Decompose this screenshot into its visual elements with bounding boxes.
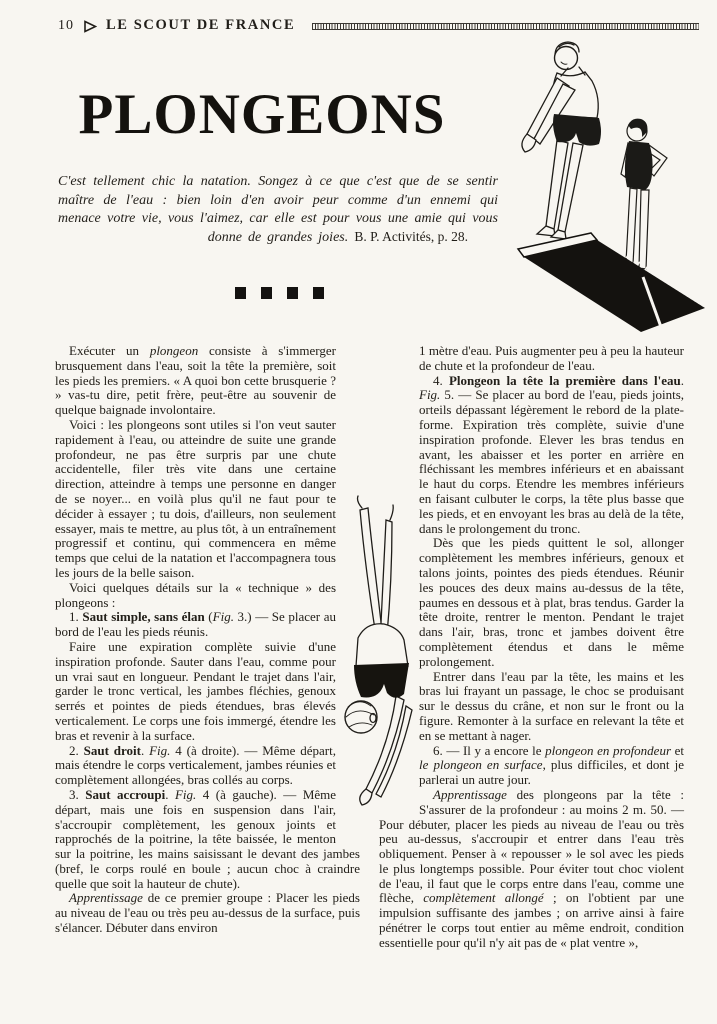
triangle-icon — [83, 20, 97, 33]
header-rule-band — [312, 23, 699, 30]
diver-illustration — [334, 494, 436, 812]
ornament-square — [261, 287, 272, 299]
paragraph: 1. Saut simple, sans élan (Fig. 3.) — Se placer au bord de l'eau les pieds réunis. — [55, 609, 336, 640]
ornament-square — [235, 287, 246, 299]
journal-title: LE SCOUT DE FRANCE — [106, 17, 296, 33]
paragraph: Dès que les pieds quittent le sol, allonger complètement les membres inférieurs, genoux et talons joints, pointes des pieds étendues. Réunir les pouces des deux mains au-dessus de la tête, paumes en dessous et à plat, bras tendus. Garder la tête droite, rentrer le menton. Pendant le trajet dans l'air, bras, tronc et jambes doivent être complètement étendus et dans le même prolongement. — [419, 535, 684, 669]
paragraph: Exécuter un plongeon consiste à s'immerger brusquement dans l'eau, soit la tête la première, soit les pieds les premiers. « A quoi bon cette brusquerie ? » vas-tu dire, petit frère, peut-être au souvenir de quelque baignade involontaire. — [55, 343, 336, 418]
paragraph: 3. Saut accroupi. Fig. 4 (à gauche). — Même départ, mais une fois en suspension dans l'air, s'accroupir complètement, les genoux joints et rapprochés de la poitrine, la tête baissée, le menton sur la poitrine, les mains saisissant le devant des jambes (bref, le corps roulé en boule ; aucun choc à craindre quelle que soit la hauteur de chute). — [55, 786, 360, 891]
paragraph: Voici quelques détails sur la « technique » des plongeons : — [55, 579, 336, 610]
page-number: 10 — [58, 17, 74, 33]
epigraph-attribution: B. P. Activités, p. 28. — [354, 229, 468, 244]
paragraph: 4. Plongeon la tête la première dans l'eau. Fig. 5. — Se placer au bord de l'eau, pieds joints, orteils dépassant légèrement le rebord de la plate-forme. Expiration très complète, suivie d'une inspiration profonde. Elever les bras tendus en avant, les abaisser et les porter en arrière en fléchissant les membres inférieurs et en abaissant le haut du corps. Etendre les membres inférieurs en faisant culbuter le corps, la tête plus basse que les pieds, et en envoyant les bras au delà de la tête, dans le prolongement du tronc. — [419, 372, 685, 536]
paragraph: Apprentissage des plongeons par la tête : S'assurer de la profondeur : au moins 2 m. 50. — Pour débuter, placer les pieds au niveau de l'eau ou très peu au-dessus, s'accroupir et entrer dans l'eau très obliquement. Penser à « repousser » le sol avec les pieds le plus longtemps possible. Pour éviter tout choc violent de l'eau, il faut que le corps entre dans l'eau, comme une flèche, complètement allongé ; on l'obtient par une impulsion suffisante des jambes ; on arrive ainsi à faire pénétrer le corps tout entier au même endroit, condition essentielle pour qu'il n'y ait pas de « plat ventre », — [379, 786, 684, 950]
article-title: PLONGEONS — [78, 83, 446, 146]
ornament-square — [287, 287, 298, 299]
paragraph: 2. Saut droit. Fig. 4 (à droite). — Même départ, mais étendre le corps verticalement, jambes réunies et complètement allongées, bras collés au corps. — [55, 742, 336, 788]
epigraph-text: C'est tellement chic la natation. Songez à ce que c'est que de se sentir maître de l'eau : bien loin d'en avoir peur comme d'un ennemi qui menace votre vie, vous l'aimez, car elle est pour vous une amie qui vous donne de grandes joies. — [58, 174, 498, 245]
paragraph: 1 mètre d'eau. Puis augmenter peu à peu la hauteur de chute et la profondeur de l'eau. — [419, 343, 684, 373]
diving-board-illustration — [491, 36, 713, 333]
page-header — [58, 17, 699, 34]
paragraph: Apprentissage de ce premier groupe : Placer les pieds au niveau de l'eau ou très peu au-dessus de la surface, puis s'élancer. Débuter dans environ — [55, 890, 360, 936]
epigraph — [58, 173, 498, 245]
paragraph: Voici : les plongeons sont utiles si l'on veut sauter rapidement à l'eau, ou atteindre de suite une grande profondeur, ne pas être surpris par une chute accidentelle, filer très vite dans une certaine direction, atteindre à temps une personne en danger de se noyer... en voilà plus qu'il ne faut pour te décider à essayer ; tu dois, d'ailleurs, non seulement essayer, mais te mettre, au plus tôt, à un entraînement progressif et continu, qui commencera en même temps que celui de la natation et l'accompagnera tous les jours de la belle saison. — [55, 416, 336, 580]
diving-board-drawing — [491, 36, 713, 333]
diver-drawing — [334, 494, 436, 812]
paragraph: 6. — Il y a encore le plongeon en profondeur et le plongeon en surface, plus difficiles, et dont je parlerai un autre jour. — [419, 742, 685, 788]
paragraph: Entrer dans l'eau par la tête, les mains et les bras lui frayant un passage, le choc se produisant sur le dessus du crâne, et non sur le front ou la figure. Remonter à la surface en relevant la tête et en se mettant à nager. — [419, 668, 684, 743]
ornament-square — [313, 287, 324, 299]
paragraph: Faire une expiration complète suivie d'une inspiration profonde. Sauter dans l'eau, comme pour un vrai saut en longueur. Pendant le trajet dans l'air, garder le tronc vertical, les jambes fléchies, genoux serrés et pointes de pieds étendues, bras élevés verticalement. Le corps une fois immergé, étendre les bras et revenir à la surface. — [55, 638, 336, 743]
left-column — [55, 344, 360, 951]
ornament-squares — [235, 287, 324, 299]
